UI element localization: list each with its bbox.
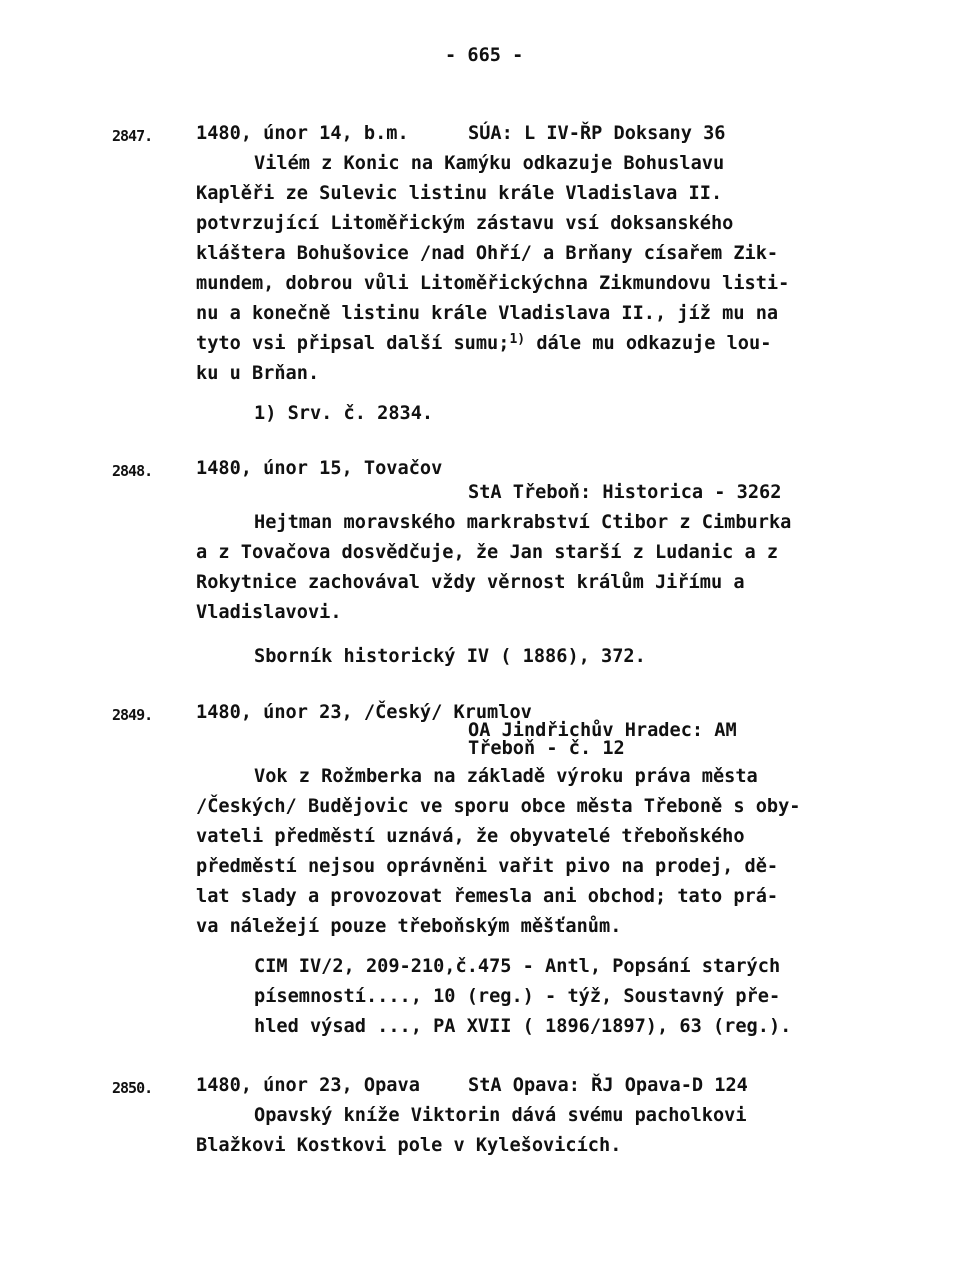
entry-text-line: /Českých/ Budějovic ve sporu obce města Třeboně s oby- <box>196 796 801 817</box>
entry-literature-line: CIM IV/2, 209-210,č.475 - Antl, Popsání starých <box>254 956 781 977</box>
entry-text-line: lat slady a provozovat řemesla ani obchod; tato prá- <box>196 886 779 907</box>
entry-text-line: Vilém z Konic na Kamýku odkazuje Bohuslavu <box>254 153 725 174</box>
entry-text-line <box>196 332 772 354</box>
entry-source: SÚA: L IV-ŘP Doksany 36 <box>468 123 726 144</box>
entry-text-segment: tyto vsi připsal další sumu; <box>196 333 510 354</box>
entry-text-line: potvrzující Litoměřickým zástavu vsí doksanského <box>196 213 734 234</box>
entry-text-segment: dále mu odkazuje lou- <box>536 333 772 354</box>
entry-text-line: předměstí nejsou oprávněni vařit pivo na prodej, dě- <box>196 856 779 877</box>
entry-footnote: 1) Srv. č. 2834. <box>254 403 434 424</box>
entry-text-line: mundem, dobrou vůli Litoměřickýchna Zikmundovu listi- <box>196 273 790 294</box>
entry-literature: Sborník historický IV ( 1886), 372. <box>254 646 646 667</box>
entry-text-line: ku u Brňan. <box>196 363 320 384</box>
entry-text-line: Blažkovi Kostkovi pole v Kylešovicích. <box>196 1135 622 1156</box>
entry-text-line: Kaplěři ze Sulevic listinu krále Vladislava II. <box>196 183 723 204</box>
entry-date-place: 1480, únor 23, /Český/ Krumlov <box>196 702 532 723</box>
entry-source: StA Opava: ŘJ Opava-D 124 <box>468 1075 748 1096</box>
entry-number: 2850. <box>112 1079 153 1097</box>
page-number: - 665 - <box>445 45 524 66</box>
entry-date-place: 1480, únor 14, b.m. <box>196 123 409 144</box>
entry-source: StA Třeboň: Historica - 3262 <box>468 482 782 503</box>
entry-number: 2847. <box>112 127 153 145</box>
entry-text-line: kláštera Bohušovice /nad Ohří/ a Brňany císařem Zik- <box>196 243 779 264</box>
footnote-marker: 1) <box>509 332 526 347</box>
entry-text-line: Hejtman moravského markrabství Ctibor z Cimburka <box>254 512 792 533</box>
entry-text-line: Vok z Rožmberka na základě výroku práva města <box>254 766 758 787</box>
entry-date-place: 1480, únor 15, Tovačov <box>196 458 443 479</box>
entry-text-line: vateli předměstí uznává, že obyvatelé třeboňského <box>196 826 745 847</box>
entry-text-line: Opavský kníže Viktorin dává svému pacholkovi <box>254 1105 747 1126</box>
entry-literature-line: hled výsad ..., PA XVII ( 1896/1897), 63 (reg.). <box>254 1016 792 1037</box>
entry-text-line: Vladislavovi. <box>196 602 342 623</box>
entry-literature-line: písemností...., 10 (reg.) - týž, Soustavný pře- <box>254 986 781 1007</box>
entry-number: 2849. <box>112 706 153 724</box>
entry-number: 2848. <box>112 462 153 480</box>
entry-source-line: Třeboň - č. 12 <box>468 738 625 759</box>
entry-text-line: Rokytnice zachovával vždy věrnost králům Jiřímu a <box>196 572 745 593</box>
entry-text-line: a z Tovačova dosvědčuje, že Jan starší z Ludanic a z <box>196 542 779 563</box>
entry-text-line: nu a konečně listinu krále Vladislava II., jíž mu na <box>196 303 779 324</box>
entry-text-line: va náležejí pouze třeboňským měšťanům. <box>196 916 622 937</box>
entry-source-line: OA Jindřichův Hradec: AM <box>468 720 737 741</box>
entry-date-place: 1480, únor 23, Opava <box>196 1075 420 1096</box>
